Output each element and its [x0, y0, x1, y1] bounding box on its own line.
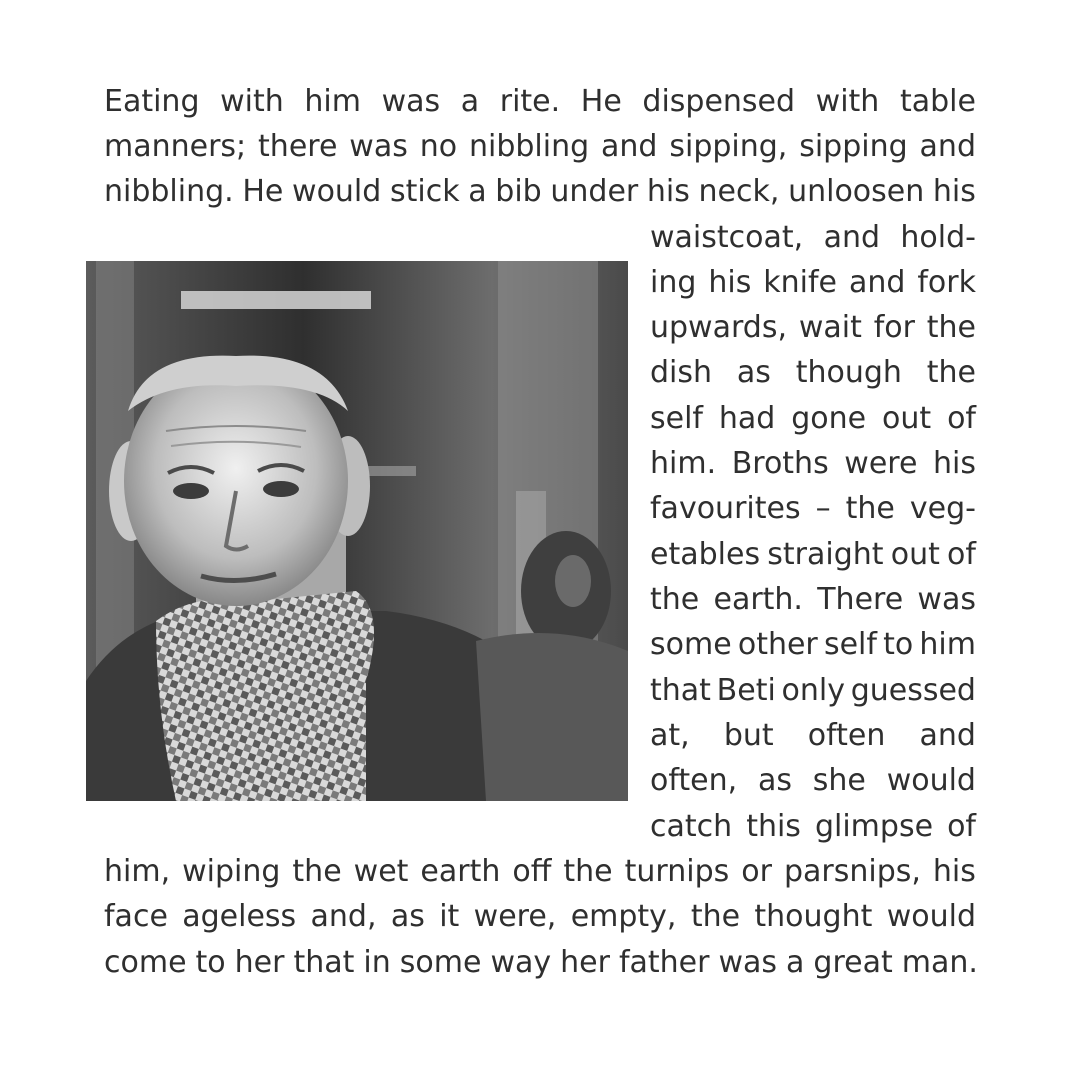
word: veg-	[909, 491, 976, 526]
word: would	[886, 899, 976, 934]
word: as	[757, 763, 792, 798]
word: was	[381, 84, 441, 119]
word: in	[363, 945, 391, 980]
word: great	[813, 945, 893, 980]
word: a	[468, 174, 487, 209]
word: a	[786, 945, 805, 980]
word: was	[917, 582, 976, 617]
word: him	[304, 84, 361, 119]
word: the	[845, 491, 895, 526]
word: often,	[650, 763, 738, 798]
word: favourites	[650, 491, 801, 526]
word: nibbling	[468, 129, 590, 164]
word: she	[812, 763, 866, 798]
word: the	[563, 854, 613, 889]
word: his	[646, 174, 690, 209]
word: the	[926, 355, 976, 390]
word: and	[601, 129, 658, 164]
word: were,	[473, 899, 557, 934]
word: had	[718, 401, 776, 436]
word: guessed	[850, 673, 976, 708]
word: for	[873, 310, 915, 345]
word: bib	[495, 174, 542, 209]
word: though	[795, 355, 902, 390]
text-line	[650, 673, 976, 708]
word: was	[718, 945, 778, 980]
text-line	[650, 265, 976, 300]
word: There	[817, 582, 904, 617]
word: this	[746, 809, 801, 844]
word: the	[690, 899, 741, 934]
word: at,	[650, 718, 690, 753]
word: as	[736, 355, 771, 390]
word: straight	[767, 537, 884, 572]
word: his	[933, 446, 976, 481]
word: out	[890, 537, 940, 572]
text-line	[104, 174, 976, 209]
word: his	[932, 174, 976, 209]
word: the	[650, 582, 700, 617]
text-line	[650, 310, 976, 345]
word: empty,	[570, 899, 677, 934]
word: off	[512, 854, 552, 889]
word: face	[104, 899, 168, 934]
text-line	[650, 582, 976, 617]
word: were	[844, 446, 918, 481]
text-line	[650, 763, 976, 798]
word: Broths	[731, 446, 829, 481]
word: He	[580, 84, 622, 119]
portrait-photo	[86, 261, 628, 801]
text-line	[104, 899, 976, 934]
word: and	[823, 220, 881, 255]
word: way	[490, 945, 552, 980]
word: Beti	[716, 673, 776, 708]
word: and	[919, 129, 976, 164]
word: the	[292, 854, 342, 889]
word: turnips	[624, 854, 730, 889]
word: was	[349, 129, 408, 164]
word: earth	[420, 854, 501, 889]
word: his	[708, 265, 752, 300]
word: him.	[650, 446, 717, 481]
word: some	[399, 945, 482, 980]
word: ing	[650, 265, 697, 300]
word: and,	[310, 899, 377, 934]
text-line	[650, 537, 976, 572]
word: sipping	[799, 129, 908, 164]
word: of	[947, 401, 976, 436]
word: would	[886, 763, 976, 798]
word: but	[723, 718, 774, 753]
word: self	[823, 627, 877, 662]
word: out	[882, 401, 932, 436]
word: glimpse	[814, 809, 934, 844]
text-line	[650, 491, 976, 526]
word: –	[815, 491, 831, 526]
word: to	[883, 627, 914, 662]
word: fork	[917, 265, 976, 300]
word: it	[439, 899, 460, 934]
word: parsnips,	[783, 854, 921, 889]
word: there	[258, 129, 338, 164]
word: upwards,	[650, 310, 787, 345]
word: him	[919, 627, 976, 662]
word: wet	[353, 854, 409, 889]
text-line	[104, 854, 976, 889]
word: a	[460, 84, 480, 119]
word: dish	[650, 355, 713, 390]
text-line	[104, 945, 978, 980]
word: unloosen	[788, 174, 925, 209]
word: rite.	[499, 84, 561, 119]
word: other	[737, 627, 818, 662]
word: with	[220, 84, 284, 119]
word: earth.	[713, 582, 803, 617]
text-line	[650, 718, 976, 753]
word: knife	[763, 265, 838, 300]
word: manners;	[104, 129, 247, 164]
word: him,	[104, 854, 171, 889]
word: sipping,	[669, 129, 788, 164]
word: often	[807, 718, 886, 753]
word: that	[650, 673, 711, 708]
word: dispensed	[642, 84, 796, 119]
text-line	[650, 220, 976, 255]
word: stick	[389, 174, 460, 209]
text-line	[650, 446, 976, 481]
word: no	[419, 129, 458, 164]
word: Eating	[104, 84, 200, 119]
word: her	[234, 945, 285, 980]
word: some	[650, 627, 732, 662]
word: catch	[650, 809, 733, 844]
word: wiping	[182, 854, 281, 889]
text-line	[650, 355, 976, 390]
word: man.	[901, 945, 978, 980]
word: waistcoat,	[650, 220, 804, 255]
portrait-illustration	[86, 261, 628, 801]
word: of	[947, 537, 976, 572]
word: the	[926, 310, 976, 345]
word: table	[899, 84, 976, 119]
word: that	[293, 945, 355, 980]
word: as	[390, 899, 425, 934]
word: her	[560, 945, 610, 980]
word: hold-	[900, 220, 976, 255]
word: come	[104, 945, 187, 980]
word: neck,	[698, 174, 780, 209]
word: or	[741, 854, 772, 889]
word: nibbling.	[104, 174, 234, 209]
word: would	[292, 174, 382, 209]
word: wait	[798, 310, 862, 345]
text-line	[104, 84, 976, 119]
word: only	[781, 673, 845, 708]
word: gone	[791, 401, 867, 436]
word: of	[947, 809, 976, 844]
text-line	[650, 401, 976, 436]
text-line	[104, 129, 976, 164]
word: with	[815, 84, 880, 119]
word: to	[195, 945, 226, 980]
word: and	[919, 718, 976, 753]
text-line	[650, 809, 976, 844]
word: father	[618, 945, 710, 980]
word: and	[848, 265, 906, 300]
word: He	[242, 174, 284, 209]
text-line	[650, 627, 976, 662]
word: thought	[754, 899, 873, 934]
word: self	[650, 401, 703, 436]
word: etables	[650, 537, 761, 572]
word: ageless	[182, 899, 297, 934]
word: his	[932, 854, 976, 889]
word: under	[550, 174, 639, 209]
